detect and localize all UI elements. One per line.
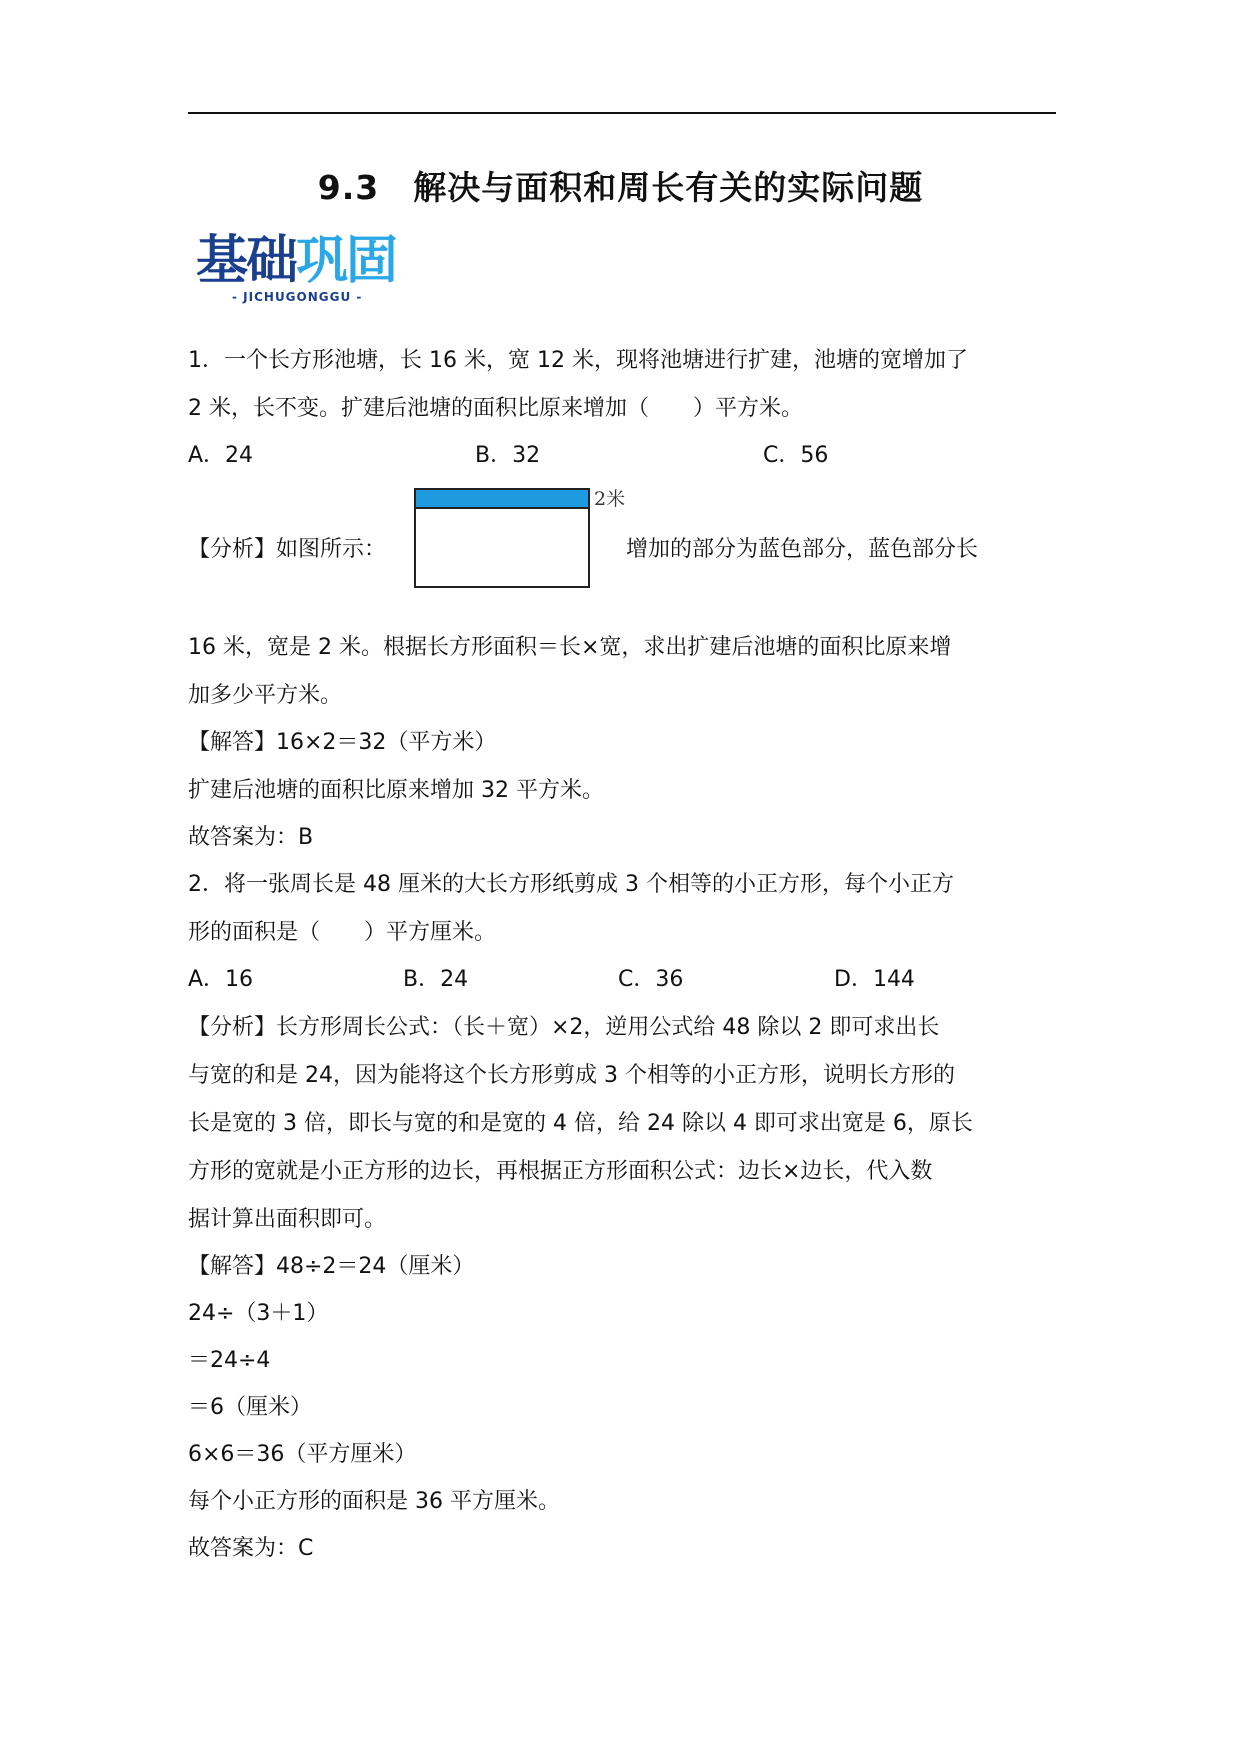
q2-answer-line7: 故答案为：C [188, 1536, 314, 1561]
logo-text-light: 巩固 [296, 231, 397, 291]
q1-option-b: B．32 [475, 443, 541, 468]
q1-analysis-line3: 加多少平方米。 [188, 683, 343, 708]
q2-analysis-line5: 据计算出面积即可。 [188, 1207, 387, 1232]
q2-analysis-line4: 方形的宽就是小正方形的边长，再根据正方形面积公式：边长×边长，代入数 [188, 1159, 933, 1184]
q2-answer-line1: 【解答】48÷2＝24（厘米） [188, 1254, 475, 1279]
q2-analysis-line2: 与宽的和是 24，因为能将这个长方形剪成 3 个相等的小正方形，说明长方形的 [188, 1063, 955, 1088]
q1-answer-line3: 故答案为：B [188, 825, 314, 850]
q2-answer-line3: ＝24÷4 [188, 1348, 271, 1373]
logo-text [196, 232, 396, 290]
q2-answer-line4: ＝6（厘米） [188, 1395, 312, 1420]
q1-answer-line1: 【解答】16×2＝32（平方米） [188, 730, 497, 755]
q1-answer-line2: 扩建后池塘的面积比原来增加 32 平方米。 [188, 778, 604, 803]
q2-option-b: B．24 [403, 967, 469, 992]
page-title: 9.3 解决与面积和周长有关的实际问题 [317, 168, 924, 207]
q2-answer-line6: 每个小正方形的面积是 36 平方厘米。 [188, 1489, 560, 1514]
q1-analysis-line2: 16 米，宽是 2 米。根据长方形面积＝长×宽，求出扩建后池塘的面积比原来增 [188, 635, 952, 660]
q2-analysis-line3: 长是宽的 3 倍，即长与宽的和是宽的 4 倍，给 24 除以 4 即可求出宽是 6，原长 [188, 1111, 973, 1136]
logo-text-dark: 基础 [196, 231, 297, 291]
pond-diagram [414, 488, 590, 588]
q2-answer-line2: 24÷（3＋1） [188, 1301, 329, 1326]
pond-original-area [414, 507, 590, 588]
q2-option-c: C．36 [618, 967, 684, 992]
q1-stem-line1: 1．一个长方形池塘，长 16 米，宽 12 米，现将池塘进行扩建，池塘的宽增加了 [188, 348, 968, 373]
q1-analysis-suffix: 增加的部分为蓝色部分，蓝色部分长 [626, 537, 979, 562]
q2-stem-line2: 形的面积是（ ）平方厘米。 [188, 920, 497, 945]
q1-stem-line2: 2 米，长不变。扩建后池塘的面积比原来增加（ ）平方米。 [188, 396, 803, 421]
q1-analysis-prefix: 【分析】如图所示： [188, 537, 387, 562]
section-logo [196, 232, 416, 306]
strip-width-label: 2米 [594, 488, 626, 510]
q1-option-c: C．56 [763, 443, 829, 468]
pond-added-strip [414, 488, 590, 509]
header-rule [188, 112, 1056, 114]
q1-option-a: A．24 [188, 443, 254, 468]
q2-stem-line1: 2．将一张周长是 48 厘米的大长方形纸剪成 3 个相等的小正方形，每个小正方 [188, 872, 954, 897]
q2-answer-line5: 6×6＝36（平方厘米） [188, 1442, 417, 1467]
q2-analysis-line1: 【分析】长方形周长公式：（长＋宽）×2，逆用公式给 48 除以 2 即可求出长 [188, 1015, 940, 1040]
logo-subtitle: - JICHUGONGGU - [232, 290, 363, 304]
q2-option-a: A．16 [188, 967, 254, 992]
q2-option-d: D．144 [834, 967, 915, 992]
